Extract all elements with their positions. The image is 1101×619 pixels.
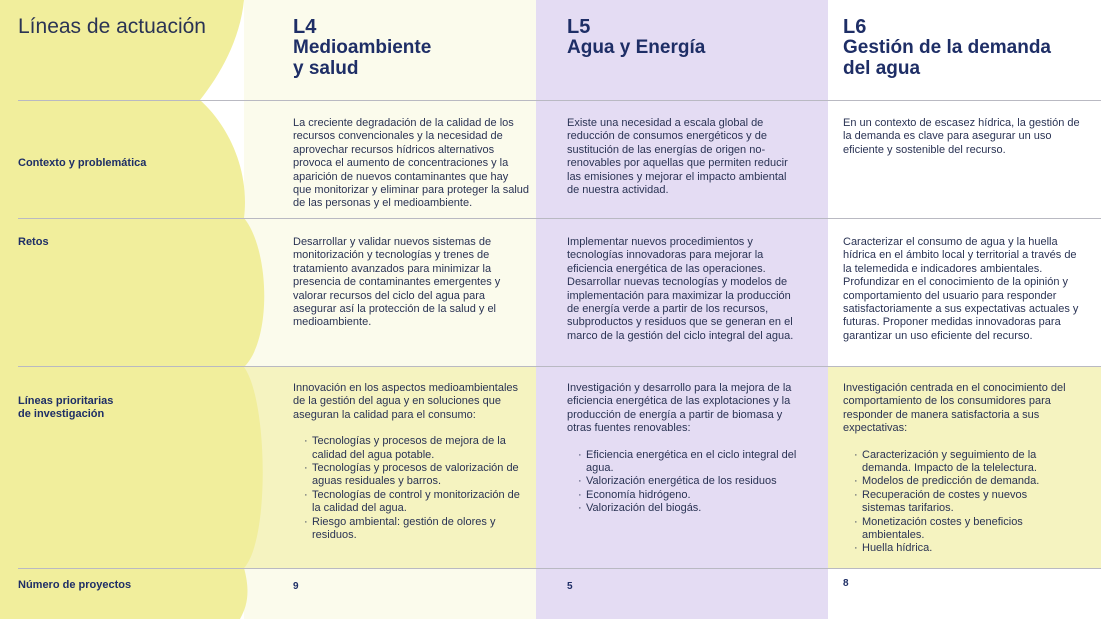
l5-retos-text: Implementar nuevos procedimientos y tecnologías innovadoras para mejorar la eficiencia energética de las operaciones. Desarrollar nuevas tecnologías y modelos de implementación para maximizar la producción de energía verde a partir de los recursos, subproductos y residuos que se generan en el marco de la gestión del ciclo integral del agua. (567, 236, 794, 342)
row-label-retos: Retos (18, 236, 49, 248)
divider-line (18, 568, 1101, 569)
list-item: · Economía hidrógeno. (582, 489, 807, 502)
row-label-numero: Número de proyectos (18, 579, 132, 591)
l6-retos-text: Caracterizar el consumo de agua y la huella hídrica en el ámbito local y territorial a través de la telemedida e indicadores ambientales. Profundizar en el conocimiento de la opinión y comportamiento del usuario para responder satisfactoriamente a sus expectativas actuales y futuras. Proponer medidas innovadoras para garantizar un uso eficiente del recurso. (843, 236, 1079, 342)
list-item: · Eficiencia energética en el ciclo integral del agua. (582, 449, 807, 476)
list-item: · Monetización costes y beneficios ambientales. (858, 516, 1069, 543)
column-code: L6 (843, 16, 867, 38)
list-item: · Caracterización y seguimiento de la demanda. Impacto de la telelectura. (858, 449, 1069, 476)
wave-decoration (0, 0, 300, 619)
column-code: L4 (293, 16, 317, 38)
column-title: Gestión de la demanda del agua (843, 37, 1051, 79)
l4-lineas-list (293, 435, 523, 542)
l4-project-count: 9 (293, 581, 299, 592)
column-title: Medioambiente y salud (293, 37, 432, 79)
list-item: · Valorización energética de los residuos (582, 475, 807, 488)
divider-line (18, 366, 1101, 367)
list-item: · Modelos de predicción de demanda. (858, 475, 1069, 488)
l4-contexto-text: La creciente degradación de la calidad de los recursos convencionales y la necesidad de aprovechar recursos hídricos alternativos provoca el aumento de concentraciones y la aparición de nuevos contaminantes que hay que monitorizar y eliminar para proteger la salud de las personas y el medioambiente. (293, 117, 530, 210)
column-heading-l4 (293, 17, 543, 79)
row-label-contexto: Contexto y problemática (18, 157, 147, 169)
list-item: · Tecnologías y procesos de valorización de aguas residuales y barros. (308, 462, 523, 489)
column-title: Agua y Energía (567, 37, 706, 58)
divider-line (18, 218, 1101, 219)
column-code: L5 (567, 16, 591, 38)
page-title: Líneas de actuación (18, 15, 206, 38)
list-item: · Tecnologías de control y monitorización de la calidad del agua. (308, 489, 523, 516)
l6-project-count: 8 (843, 578, 849, 589)
divider-line (18, 100, 1101, 101)
l5-lineas-cell (567, 382, 807, 516)
list-item: · Huella hídrica. (858, 542, 1069, 555)
l5-lineas-list (567, 449, 807, 516)
l5-project-count: 5 (567, 581, 573, 592)
l4-lineas-intro: Innovación en los aspectos medioambientales de la gestión del agua y en soluciones que aseguran la calidad para el consumo: (293, 382, 519, 421)
l6-lineas-intro: Investigación centrada en el conocimiento del comportamiento de los consumidores para responder de manera satisfactoria a sus expectativas: (843, 382, 1066, 435)
list-item: · Tecnologías y procesos de mejora de la calidad del agua potable. (308, 435, 523, 462)
l6-contexto-text: En un contexto de escasez hídrica, la gestión de la demanda es clave para asegurar un uso eficiente y sostenible del recurso. (843, 117, 1080, 156)
l5-contexto-text: Existe una necesidad a escala global de reducción de consumos energéticos y de sustitución de las energías de origen no-renovables por aquellas que permiten reducir las emisiones y mejorar el impacto ambiental de nuestra actividad. (567, 117, 788, 197)
l6-lineas-cell (843, 382, 1069, 556)
list-item: · Recuperación de costes y nuevos sistemas tarifarios. (858, 489, 1069, 516)
l4-retos-text: Desarrollar y validar nuevos sistemas de monitorización y tecnologías y trenes de tratamiento avanzados para minimizar la presencia de contaminantes emergentes y valorar recursos del ciclo del agua para asegurar así la protección de la salud y el medioambiente. (293, 236, 501, 329)
l4-lineas-cell (293, 382, 523, 542)
list-item: · Riesgo ambiental: gestión de olores y residuos. (308, 516, 523, 543)
row-label-lineas: Líneas prioritarias de investigación (18, 395, 114, 420)
l6-lineas-list (843, 449, 1069, 556)
column-heading-l5 (567, 17, 817, 58)
column-heading-l6 (843, 17, 1093, 79)
list-item: · Valorización del biogás. (582, 502, 807, 515)
l5-lineas-intro: Investigación y desarrollo para la mejora de la eficiencia energética de las explotaciones y la producción de energía a partir de biomasa y otras fuentes renovables: (567, 382, 792, 435)
